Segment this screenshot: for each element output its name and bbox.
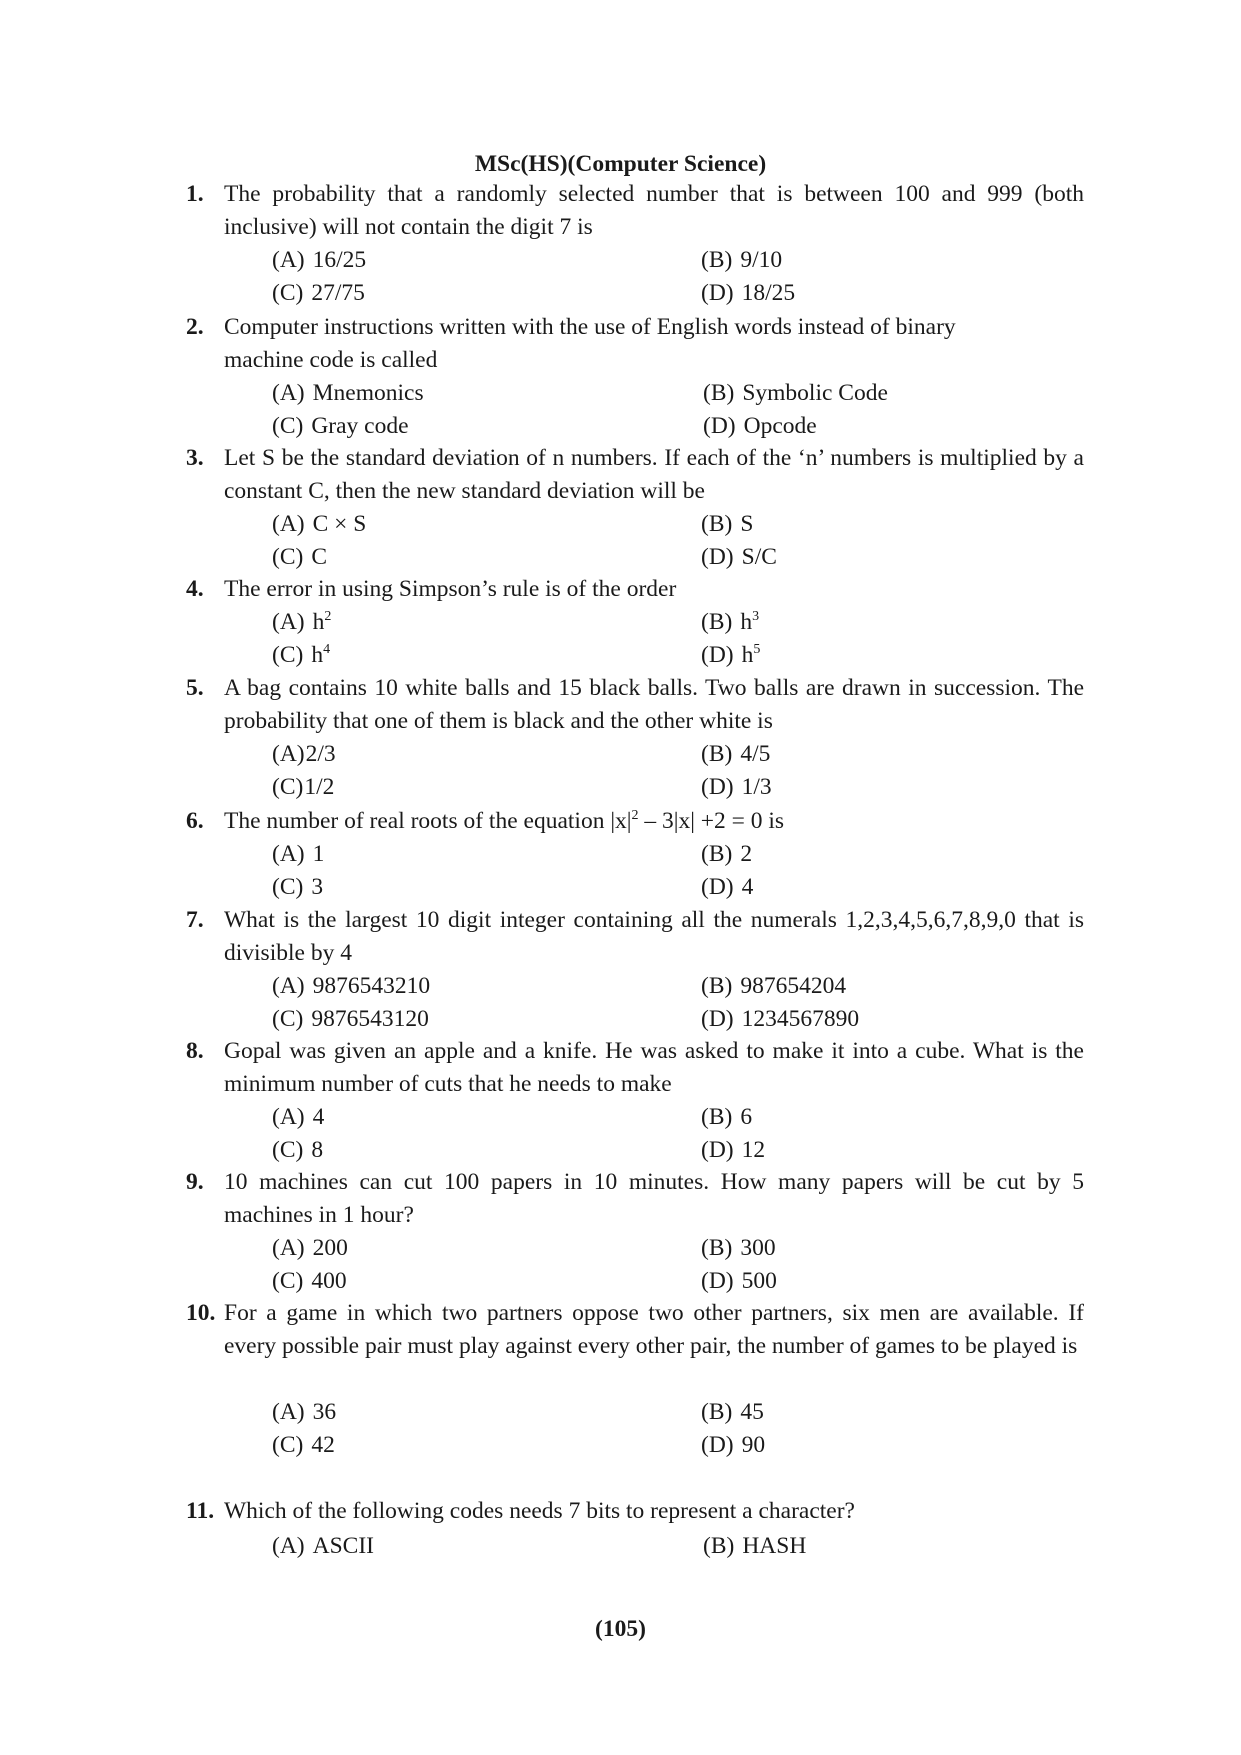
option-d: (D) S/C [701,544,777,570]
question-text: What is the largest 10 digit integer containing all the numerals 1,2,3,4,5,6,7,8,9,0 that is divisible by 4 [224,907,1084,966]
option-a: (A)2/3 [272,741,336,767]
option-b: (B) S [701,511,754,537]
question-text: For a game in which two partners oppose two other partners, six men are available. If every possible pair must play against every other pair, the number of games to be played is [224,1300,1084,1359]
option-b: (B) 45 [701,1399,764,1425]
option-a: (A) 4 [272,1104,325,1130]
question-number: 7. [186,907,204,933]
question-text: The error in using Simpson’s rule is of the order [224,576,677,602]
option-b: (B) 9/10 [701,247,783,273]
option-c: (C) 42 [272,1432,335,1458]
option-d: (D) Opcode [703,413,817,439]
page-number: (105) [595,1616,646,1642]
question-number: 3. [186,445,204,471]
option-a: (A) 1 [272,841,325,867]
question-number: 1. [186,181,204,207]
question-text: The number of real roots of the equation $|x|^2 - 3|x| +2 = 0$ is [224,808,785,834]
option-a: (A) $h^2$ [272,609,332,635]
question-text: A bag contains 10 white balls and 15 black balls. Two balls are drawn in succession. The probability that one of them is black and the other white is [224,675,1084,734]
question-number: 8. [186,1038,204,1064]
option-b: (B) 2 [701,841,753,867]
option-a: (A) 16/25 [272,247,367,273]
question-text: Let S be the standard deviation of n numbers. If each of the ‘n’ numbers is multiplied by a constant C, then the new standard deviation will be [224,445,1084,504]
question-text: 10 machines can cut 100 papers in 10 minutes. How many papers will be cut by 5 machines in 1 hour? [224,1169,1084,1228]
option-d: (D) 1/3 [701,774,772,800]
option-d: (D) 500 [701,1268,777,1294]
option-b: (B) HASH [703,1533,807,1559]
question-number: 10. [186,1300,216,1326]
question-number: 9. [186,1169,204,1195]
question-number: 6. [186,808,204,834]
option-a: (A) Mnemonics [272,380,424,406]
question-number: 5. [186,675,204,701]
question-text: Which of the following codes needs 7 bits to represent a character? [224,1498,855,1524]
option-d: (D) 90 [701,1432,766,1458]
option-c: (C) 27/75 [272,280,365,306]
option-b: (B) 4/5 [701,741,771,767]
option-d: (D) $h^5$ [701,642,761,668]
option-a: (A) 200 [272,1235,348,1261]
option-d: (D) 12 [701,1137,766,1163]
option-a: (A) 36 [272,1399,337,1425]
question-text: Gopal was given an apple and a knife. He was asked to make it into a cube. What is the minimum number of cuts that he needs to make [224,1038,1084,1097]
option-c: (C) Gray code [272,413,409,439]
option-a: (A) ASCII [272,1533,374,1559]
option-c: (C) 400 [272,1268,347,1294]
question-number: 11. [186,1498,215,1524]
option-b: (B) 987654204 [701,973,847,999]
option-b: (B) 6 [701,1104,753,1130]
option-b: (B) 300 [701,1235,776,1261]
option-c: (C) 3 [272,874,324,900]
question-text: The probability that a randomly selected number that is between 100 and 999 (both inclusive) will not contain the digit 7 is [224,181,1084,240]
option-c: (C) 8 [272,1137,324,1163]
option-b: (B) $h^3$ [701,609,760,635]
question-number: 4. [186,576,204,602]
option-a: (A) 9876543210 [272,973,431,999]
option-b: (B) Symbolic Code [703,380,888,406]
question-text: Computer instructions written with the use of English words instead of binary machine code is called [224,314,956,373]
option-c: (C)1/2 [272,774,335,800]
option-c: (C) $h^4$ [272,642,331,668]
question-number: 2. [186,314,204,340]
option-d: (D) 1234567890 [701,1006,860,1032]
option-a: (A) C × S [272,511,367,537]
option-d: (D) 18/25 [701,280,796,306]
option-d: (D) 4 [701,874,754,900]
option-c: (C) C [272,544,328,570]
option-c: (C) 9876543120 [272,1006,429,1032]
page-title: MSc(HS)(Computer Science) [474,151,767,177]
